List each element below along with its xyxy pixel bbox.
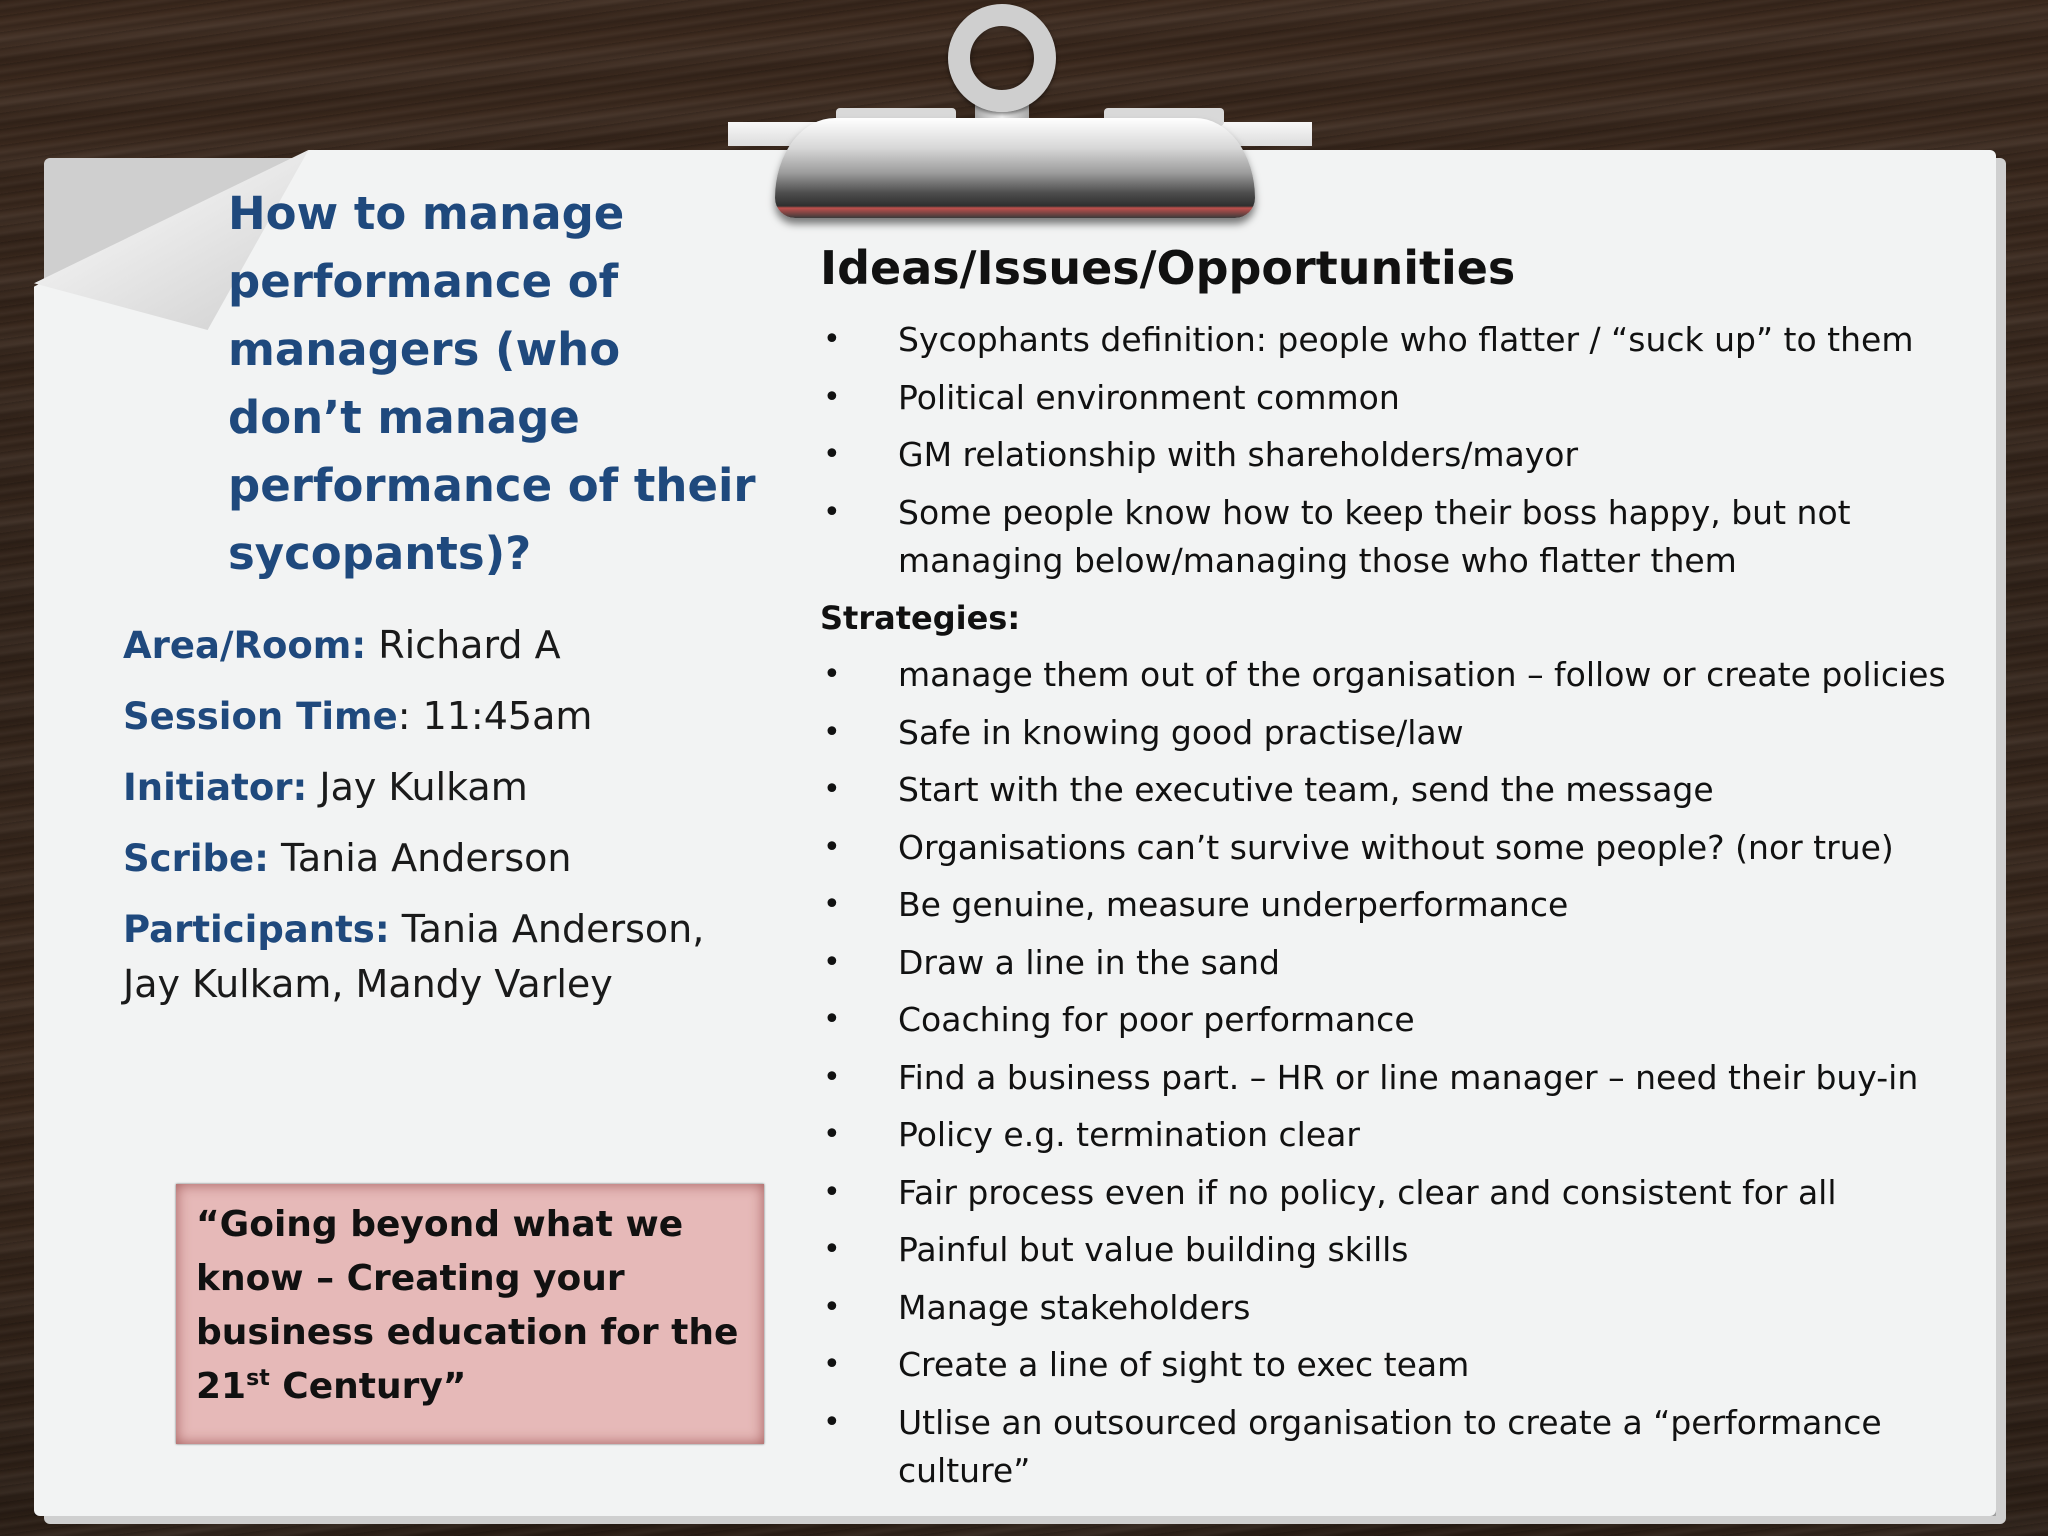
list-item-text: Manage stakeholders	[898, 1287, 1251, 1327]
meta-value: Richard A	[366, 623, 561, 667]
list-item	[820, 1284, 1970, 1332]
meta-participants	[123, 902, 773, 1011]
meta-label: Scribe:	[123, 837, 269, 880]
quote-superscript: st	[246, 1366, 270, 1391]
list-item-text: Political environment common	[898, 377, 1400, 417]
list-item-text: GM relationship with shareholders/mayor	[898, 435, 1579, 474]
list-item	[820, 489, 1970, 585]
list-item	[820, 709, 1970, 757]
strategies-list	[820, 651, 1970, 1495]
ideas-heading: Ideas/Issues/Opportunities	[820, 241, 1516, 295]
bullet-icon: •	[823, 772, 841, 807]
bullet-icon: •	[823, 1117, 841, 1152]
meta-label: Initiator:	[123, 766, 308, 809]
list-item-text: Policy e.g. termination clear	[898, 1115, 1360, 1154]
quote-box	[176, 1184, 764, 1444]
meta-value: Jay Kulkam	[307, 765, 528, 809]
meta-value: Tania Anderson	[268, 836, 572, 880]
list-item-text: Create a line of sight to exec team	[898, 1345, 1470, 1384]
list-item	[820, 1399, 1970, 1495]
strategies-heading: Strategies:	[820, 599, 1021, 637]
list-item-text: Sycophants definition: people who flatter / “suck up” to them	[898, 320, 1914, 359]
list-item	[820, 939, 1970, 987]
bullet-icon: •	[823, 657, 841, 692]
list-item	[820, 1226, 1970, 1274]
session-details	[123, 618, 773, 1027]
list-item	[820, 996, 1970, 1044]
bullet-icon: •	[823, 829, 841, 865]
list-item-text: Some people know how to keep their boss happy, but not managing below/managing those who flatter them	[898, 492, 1851, 580]
list-item-text: Start with the executive team, send the message	[898, 770, 1714, 809]
bullet-icon: •	[823, 494, 841, 530]
bullet-icon: •	[823, 1174, 841, 1210]
bullet-icon: •	[823, 1059, 841, 1095]
list-item	[820, 431, 1970, 479]
ideas-list	[820, 316, 1970, 585]
bullet-icon: •	[823, 322, 841, 357]
meta-scribe	[123, 831, 773, 886]
bullet-icon: •	[823, 1232, 841, 1267]
list-item-text: Coaching for poor performance	[898, 1000, 1415, 1039]
meta-area-room	[123, 618, 773, 673]
list-item-text: Fair process even if no policy, clear and consistent for all	[898, 1172, 1837, 1212]
list-item	[820, 1341, 1970, 1389]
bullet-icon: •	[823, 379, 841, 415]
list-item	[820, 651, 1970, 699]
bullet-icon: •	[823, 437, 841, 472]
list-item-text: Utlise an outsourced organisation to create a “performance culture”	[898, 1402, 1882, 1490]
list-item	[820, 316, 1970, 364]
bullet-icon: •	[823, 1002, 841, 1037]
list-item	[820, 1111, 1970, 1159]
session-title: How to manage performance of managers (who don’t manage performance of their sycopants)?	[228, 187, 756, 580]
list-item-text: Draw a line in the sand	[898, 942, 1280, 982]
bullet-icon: •	[823, 1347, 841, 1382]
list-item	[820, 1054, 1970, 1102]
quote-text	[196, 1198, 744, 1414]
list-item-text: Find a business part. – HR or line manager – need their buy-in	[898, 1057, 1919, 1097]
notes-column	[820, 236, 1970, 1504]
bullet-icon: •	[823, 714, 841, 750]
clip-ring-icon	[948, 4, 1056, 112]
bullet-icon: •	[823, 944, 841, 980]
list-item-text: Painful but value building skills	[898, 1230, 1409, 1269]
meta-label: Participants:	[123, 908, 390, 951]
list-item	[820, 824, 1970, 872]
meta-session-time	[123, 689, 773, 744]
list-item	[820, 881, 1970, 929]
list-item-text: Be genuine, measure underperformance	[898, 885, 1569, 924]
meta-value: : 11:45am	[397, 694, 593, 738]
bullet-icon: •	[823, 887, 841, 922]
list-item	[820, 1169, 1970, 1217]
list-item-text: Organisations can’t survive without some people? (nor true)	[898, 827, 1894, 867]
meta-label: Session Time	[123, 695, 398, 738]
quote-line-end: Century”	[269, 1366, 467, 1407]
meta-initiator	[123, 760, 773, 815]
bullet-icon: •	[823, 1289, 841, 1325]
meta-value: Tania Anderson, Jay Kulkam, Mandy Varley	[123, 907, 705, 1006]
quote-line: “Going beyond what we know – Creating your business education for the 21	[196, 1204, 739, 1407]
meta-label: Area/Room:	[123, 624, 367, 667]
bullet-icon: •	[823, 1404, 841, 1440]
list-item-text: Safe in knowing good practise/law	[898, 712, 1464, 752]
list-item	[820, 374, 1970, 422]
list-item-text: manage them out of the organisation – follow or create policies	[898, 655, 1946, 694]
clipboard-clip-icon	[775, 118, 1255, 218]
list-item	[820, 766, 1970, 814]
